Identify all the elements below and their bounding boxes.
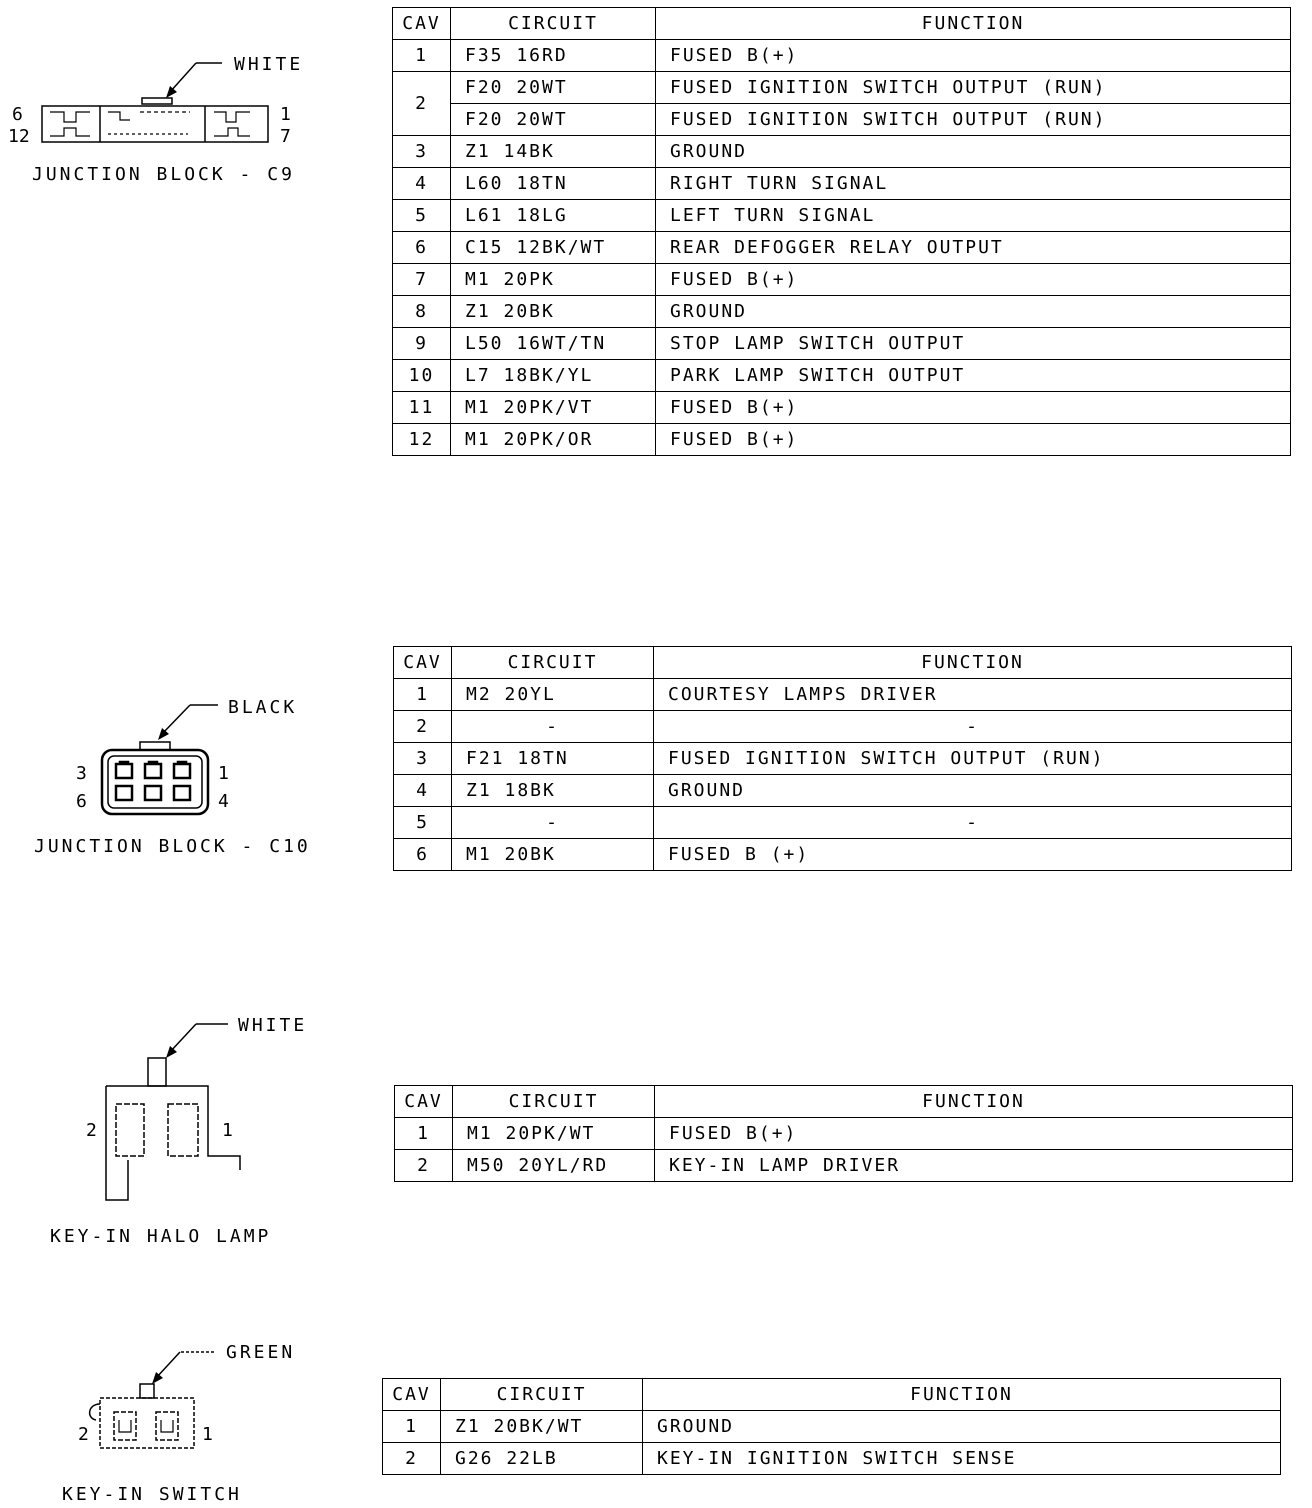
function-cell: FUSED IGNITION SWITCH OUTPUT (RUN) xyxy=(656,72,1291,104)
pin-label: 1 xyxy=(218,763,229,784)
header-cav: CAV xyxy=(394,647,452,679)
header-function: FUNCTION xyxy=(654,647,1292,679)
cav-cell: 1 xyxy=(395,1118,453,1150)
function-cell: RIGHT TURN SIGNAL xyxy=(656,168,1291,200)
pin-label: 4 xyxy=(218,791,229,812)
circuit-cell: M2 20YL xyxy=(452,679,654,711)
table-row xyxy=(393,104,1291,136)
cav-cell: 10 xyxy=(393,360,451,392)
cav-cell: 2 xyxy=(383,1443,441,1475)
cav-cell: 9 xyxy=(393,328,451,360)
c10-pinout-table xyxy=(393,646,1292,871)
cav-cell: 12 xyxy=(393,424,451,456)
table-row xyxy=(394,679,1292,711)
circuit-cell: L7 18BK/YL xyxy=(451,360,656,392)
function-cell: LEFT TURN SIGNAL xyxy=(656,200,1291,232)
cav-cell: 5 xyxy=(394,807,452,839)
table-row xyxy=(383,1443,1281,1475)
halo-lamp-pinout-table xyxy=(394,1085,1293,1182)
circuit-cell: F20 20WT xyxy=(451,104,656,136)
table-row xyxy=(394,839,1292,871)
table-row xyxy=(393,296,1291,328)
cav-cell: 2 xyxy=(395,1150,453,1182)
circuit-cell: M1 20PK xyxy=(451,264,656,296)
key-in-halo-lamp-diagram xyxy=(0,1000,390,1260)
circuit-cell: F21 18TN xyxy=(452,743,654,775)
table-row xyxy=(393,200,1291,232)
header-circuit: CIRCUIT xyxy=(451,8,656,40)
table-row xyxy=(395,1118,1293,1150)
cav-cell: 8 xyxy=(393,296,451,328)
circuit-cell: M1 20BK xyxy=(452,839,654,871)
header-cav: CAV xyxy=(393,8,451,40)
table-row xyxy=(393,40,1291,72)
circuit-cell: L61 18LG xyxy=(451,200,656,232)
connector-name: JUNCTION BLOCK - C9 xyxy=(32,164,295,185)
table-row xyxy=(393,232,1291,264)
function-cell: PARK LAMP SWITCH OUTPUT xyxy=(656,360,1291,392)
header-function: FUNCTION xyxy=(655,1086,1293,1118)
connector-name: KEY-IN HALO LAMP xyxy=(50,1226,272,1247)
function-cell: - xyxy=(654,711,1292,743)
table-row xyxy=(393,360,1291,392)
function-cell: GROUND xyxy=(643,1411,1281,1443)
circuit-cell: M1 20PK/OR xyxy=(451,424,656,456)
cav-cell: 11 xyxy=(393,392,451,424)
circuit-cell: G26 22LB xyxy=(441,1443,643,1475)
cav-cell: 3 xyxy=(394,743,452,775)
table-row xyxy=(393,328,1291,360)
connector-color-label: GREEN xyxy=(226,1342,296,1363)
table-header-row xyxy=(394,647,1292,679)
key-in-switch-pinout-table xyxy=(382,1378,1281,1475)
header-circuit: CIRCUIT xyxy=(452,647,654,679)
junction-block-c9-diagram xyxy=(0,0,390,200)
cav-cell: 1 xyxy=(394,679,452,711)
function-cell: STOP LAMP SWITCH OUTPUT xyxy=(656,328,1291,360)
header-circuit: CIRCUIT xyxy=(453,1086,655,1118)
function-cell: FUSED B(+) xyxy=(655,1118,1293,1150)
function-cell: FUSED B(+) xyxy=(656,264,1291,296)
cav-cell: 6 xyxy=(394,839,452,871)
pin-label: 6 xyxy=(76,791,87,812)
cav-cell: 1 xyxy=(383,1411,441,1443)
header-function: FUNCTION xyxy=(643,1379,1281,1411)
table-row xyxy=(394,743,1292,775)
circuit-cell: Z1 20BK xyxy=(451,296,656,328)
connector-color-label: WHITE xyxy=(238,1015,308,1036)
circuit-cell: C15 12BK/WT xyxy=(451,232,656,264)
connector-color-label: BLACK xyxy=(228,697,298,718)
table-row xyxy=(393,264,1291,296)
pin-label: 3 xyxy=(76,763,87,784)
cav-cell: 2 xyxy=(393,72,451,136)
pin-label: 12 xyxy=(8,126,30,147)
connector-color-label: WHITE xyxy=(234,54,304,75)
header-function: FUNCTION xyxy=(656,8,1291,40)
cav-cell: 5 xyxy=(393,200,451,232)
pin-label: 2 xyxy=(78,1424,89,1445)
pin-label: 6 xyxy=(12,104,23,125)
function-cell: KEY-IN LAMP DRIVER xyxy=(655,1150,1293,1182)
header-cav: CAV xyxy=(395,1086,453,1118)
cav-cell: 6 xyxy=(393,232,451,264)
connector-name: JUNCTION BLOCK - C10 xyxy=(34,836,311,857)
c9-pinout-table xyxy=(392,7,1291,456)
pin-label: 2 xyxy=(86,1120,97,1141)
circuit-cell: - xyxy=(452,711,654,743)
circuit-cell: Z1 20BK/WT xyxy=(441,1411,643,1443)
pin-label: 1 xyxy=(280,104,291,125)
function-cell: KEY-IN IGNITION SWITCH SENSE xyxy=(643,1443,1281,1475)
function-cell: FUSED B (+) xyxy=(654,839,1292,871)
function-cell: FUSED B(+) xyxy=(656,40,1291,72)
table-header-row xyxy=(393,8,1291,40)
junction-block-c10-diagram xyxy=(0,680,390,870)
circuit-cell: M1 20PK/VT xyxy=(451,392,656,424)
table-row xyxy=(383,1411,1281,1443)
cav-cell: 4 xyxy=(394,775,452,807)
cav-cell: 3 xyxy=(393,136,451,168)
table-row xyxy=(394,775,1292,807)
function-cell: COURTESY LAMPS DRIVER xyxy=(654,679,1292,711)
table-row xyxy=(393,168,1291,200)
circuit-cell: M1 20PK/WT xyxy=(453,1118,655,1150)
key-in-switch-drawing xyxy=(0,1330,390,1506)
table-row xyxy=(393,392,1291,424)
table-header-row xyxy=(383,1379,1281,1411)
cav-cell: 4 xyxy=(393,168,451,200)
pin-label: 1 xyxy=(202,1424,213,1445)
cav-cell: 1 xyxy=(393,40,451,72)
circuit-cell: M50 20YL/RD xyxy=(453,1150,655,1182)
function-cell: FUSED IGNITION SWITCH OUTPUT (RUN) xyxy=(656,104,1291,136)
table-row xyxy=(394,711,1292,743)
key-in-switch-diagram xyxy=(0,1330,390,1506)
function-cell: REAR DEFOGGER RELAY OUTPUT xyxy=(656,232,1291,264)
table-header-row xyxy=(395,1086,1293,1118)
function-cell: FUSED B(+) xyxy=(656,424,1291,456)
table-row xyxy=(395,1150,1293,1182)
header-circuit: CIRCUIT xyxy=(441,1379,643,1411)
cav-cell: 2 xyxy=(394,711,452,743)
halo-lamp-drawing xyxy=(0,1000,390,1260)
circuit-cell: L60 18TN xyxy=(451,168,656,200)
function-cell: - xyxy=(654,807,1292,839)
circuit-cell: F35 16RD xyxy=(451,40,656,72)
function-cell: GROUND xyxy=(654,775,1292,807)
function-cell: GROUND xyxy=(656,296,1291,328)
circuit-cell: F20 20WT xyxy=(451,72,656,104)
function-cell: FUSED B(+) xyxy=(656,392,1291,424)
header-cav: CAV xyxy=(383,1379,441,1411)
circuit-cell: Z1 18BK xyxy=(452,775,654,807)
circuit-cell: Z1 14BK xyxy=(451,136,656,168)
pin-label: 7 xyxy=(280,126,291,147)
table-row xyxy=(393,136,1291,168)
pin-label: 1 xyxy=(222,1120,233,1141)
connector-name: KEY-IN SWITCH xyxy=(62,1484,242,1505)
table-row xyxy=(393,424,1291,456)
circuit-cell: L50 16WT/TN xyxy=(451,328,656,360)
table-row xyxy=(394,807,1292,839)
table-row xyxy=(393,72,1291,104)
circuit-cell: - xyxy=(452,807,654,839)
function-cell: FUSED IGNITION SWITCH OUTPUT (RUN) xyxy=(654,743,1292,775)
cav-cell: 7 xyxy=(393,264,451,296)
function-cell: GROUND xyxy=(656,136,1291,168)
